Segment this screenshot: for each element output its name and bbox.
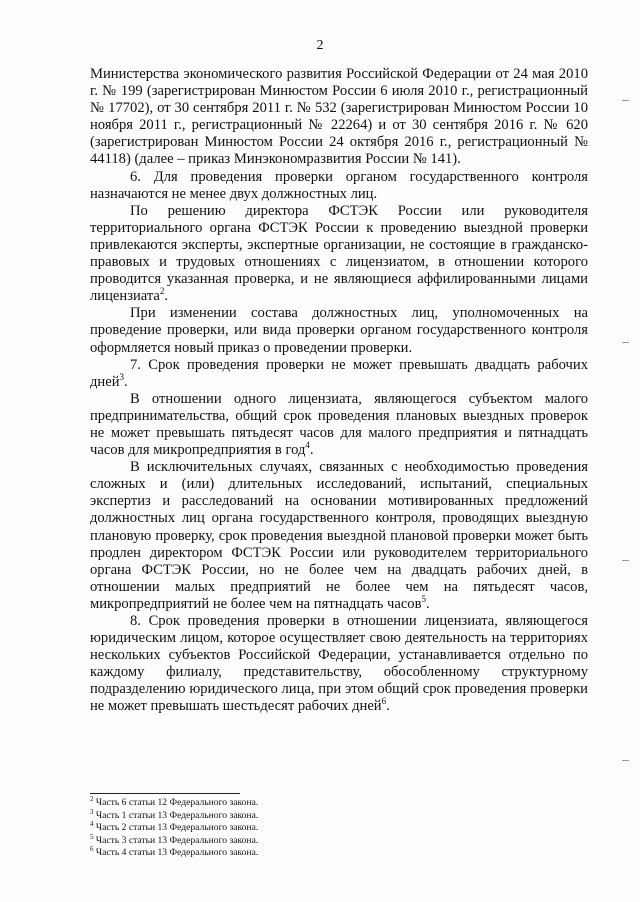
footnote-number: 3 bbox=[90, 807, 94, 816]
page-number: 2 bbox=[316, 38, 324, 53]
footnote-number: 5 bbox=[90, 832, 94, 841]
paragraph-tail: . bbox=[386, 698, 390, 715]
footnote-text: Часть 6 статьи 12 Федерального закона. bbox=[95, 797, 259, 808]
footnote bbox=[90, 847, 490, 860]
footnote bbox=[90, 832, 490, 848]
footnote-ref: 5 bbox=[421, 594, 426, 605]
footnote bbox=[90, 794, 490, 810]
footnote-text: Часть 3 статьи 13 Федерального закона. bbox=[95, 834, 259, 846]
paragraph-text: В отношении одного лицензиата, являющегося субъектом малого предпринимательства, общий срок проведения плановых выездных проверок не может превышать пятьдесят часов для малого предприятия и пятнадцать часов для микропредприятия в год bbox=[90, 390, 588, 459]
body-text bbox=[90, 66, 588, 716]
footnote-text: Часть 1 статьи 13 Федерального закона. bbox=[95, 809, 259, 821]
footnote-text: Часть 4 статьи 13 Федерального закона. bbox=[95, 847, 259, 859]
paragraph-small-business bbox=[90, 391, 588, 459]
footnotes bbox=[90, 794, 490, 860]
paragraph-text: По решению директора ФСТЭК России или руководителя территориального органа ФСТЭК России к проведению выездной проверки привлекаются эксперты, экспертные организации, не состоящие в гражданско-правовых и трудовых отношениях с лицензиатом, в отношении которого проводится указанная проверка, и не являющиеся аффилированными лицами лицензиата bbox=[90, 202, 588, 305]
paragraph-text: Министерства экономического развития Российской Федерации от 24 мая 2010 г. № 199 (зарегистрирован Минюстом России 6 июля 2010 г., регистрационный № 17702), от 30 сентября 2011 г. № 532 (зарегистрирован Минюстом России 10 ноября 2011 г., регистрационный № 22264) и от 30 сентября 2016 г. № 620 (зарегистрирован Минюстом России 24 октября 2016 г., регистрационный № 44118) (далее – приказ Минэкономразвития России № 141). bbox=[90, 66, 588, 168]
paragraph-exceptional-cases bbox=[90, 459, 588, 613]
footnote-ref: 4 bbox=[305, 440, 310, 451]
paragraph-tail: . bbox=[124, 373, 128, 390]
paragraph-tail: . bbox=[164, 288, 169, 305]
footnote bbox=[90, 822, 490, 835]
paragraph-tail: . bbox=[426, 595, 430, 612]
scan-mark bbox=[622, 342, 629, 343]
paragraph-text: 7. Срок проведения проверки не может превышать двадцать рабочих дней bbox=[90, 356, 588, 390]
scan-mark bbox=[622, 760, 629, 761]
footnote-ref: 6 bbox=[381, 696, 387, 707]
paragraph-continuation bbox=[90, 66, 588, 169]
paragraph-new-order bbox=[90, 305, 588, 356]
footnote-number: 2 bbox=[90, 794, 94, 803]
paragraph-text: 6. Для проведения проверки органом государственного контроля назначаются не менее двух должностных лиц. bbox=[90, 168, 588, 202]
paragraph-7 bbox=[90, 357, 588, 391]
scan-mark bbox=[622, 100, 629, 101]
footnote-separator bbox=[90, 793, 240, 794]
scan-mark bbox=[622, 560, 629, 561]
paragraph-text: 8. Срок проведения проверки в отношении лицензиата, являющегося юридическим лицом, которое осуществляет свою деятельность на территориях нескольких субъектов Российской Федерации, устанавливается отдельно по каждому филиалу, представительству, обособленному структурному подразделению юридического лица, при этом общий срок проведения проверки не может превышать шестьдесят рабочих дней bbox=[90, 613, 588, 715]
footnote-number: 6 bbox=[90, 845, 94, 854]
paragraph-experts bbox=[90, 203, 588, 306]
paragraph-6 bbox=[90, 169, 588, 203]
footnote bbox=[90, 807, 490, 823]
paragraph-tail: . bbox=[309, 442, 314, 459]
paragraph-text: В исключительных случаях, связанных с необходимостью проведения сложных и (или) длительных исследований, испытаний, специальных экспертиз и расследований на основании мотивированных предложений должностных лиц органа государственного контроля, проводящих выездную плановую проверку, срок проведения выездной плановой проверки может быть продлен директором ФСТЭК России или руководителем территориального органа ФСТЭК России, но не более чем на двадцать рабочих дней, в отношении малых предприятий не более чем на пятьдесят часов, микропредприятий не более чем на пятнадцать часов bbox=[90, 459, 588, 612]
footnote-number: 4 bbox=[90, 820, 94, 828]
footnote-ref: 3 bbox=[119, 371, 125, 382]
paragraph-text: При изменении состава должностных лиц, уполномоченных на проведение проверки, или вида проверки органом государственного контроля оформляется новый приказ о проведении проверки. bbox=[90, 305, 588, 356]
footnote-ref: 2 bbox=[159, 286, 165, 297]
footnote-text: Часть 2 статьи 13 Федерального закона. bbox=[95, 822, 259, 834]
paragraph-8 bbox=[90, 613, 588, 716]
